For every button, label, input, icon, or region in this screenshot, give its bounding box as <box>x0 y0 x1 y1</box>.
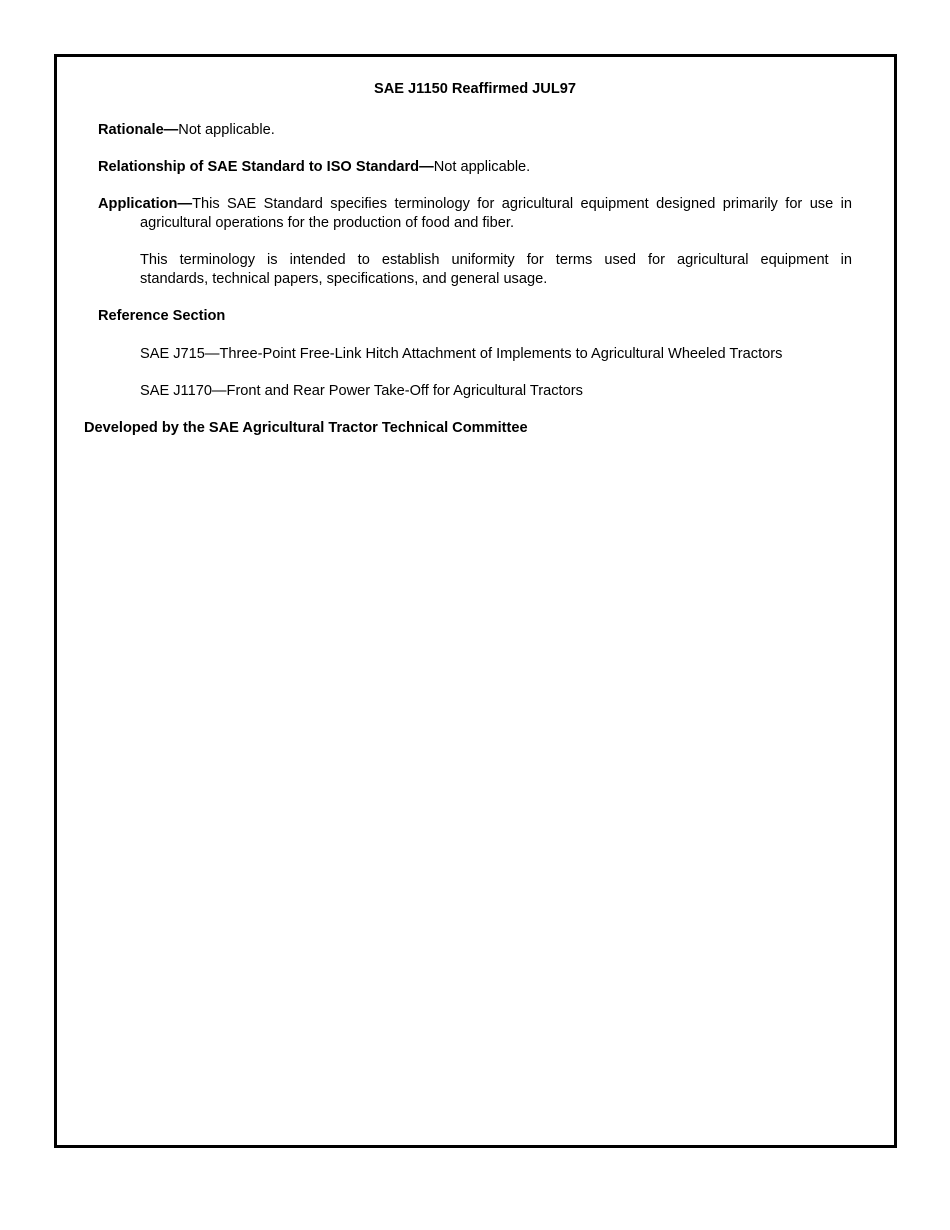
document-title: SAE J1150 Reaffirmed JUL97 <box>374 81 576 97</box>
reference-section-heading: Reference Section <box>98 308 226 324</box>
application-line-1: This SAE Standard specifies terminology for agricultural equipment designed primarily for use in <box>192 196 852 212</box>
application-paragraph-2 <box>140 251 852 289</box>
application-label: Application— <box>98 196 193 212</box>
reference-item-j1170: SAE J1170—Front and Rear Power Take-Off for Agricultural Tractors <box>140 383 583 399</box>
rationale-label: Rationale— <box>98 122 179 138</box>
rationale-paragraph <box>98 121 852 140</box>
relationship-text: Not applicable. <box>433 159 531 175</box>
application-paragraph <box>98 195 852 233</box>
developed-by-statement: Developed by the SAE Agricultural Tractor Technical Committee <box>84 420 528 436</box>
application-line-2: agricultural operations for the production of food and fiber. <box>140 215 515 231</box>
application-para2-line-2: standards, technical papers, specifications, and general usage. <box>140 271 548 287</box>
relationship-label: Relationship of SAE Standard to ISO Standard— <box>98 159 434 175</box>
application-para2-line-1: This terminology is intended to establish uniformity for terms used for agricultural equipment in <box>140 252 852 268</box>
application-first-line <box>98 195 852 214</box>
reference-item-j715: SAE J715—Three-Point Free-Link Hitch Attachment of Implements to Agricultural Wheeled Tractors <box>140 346 783 362</box>
relationship-paragraph <box>98 158 852 177</box>
rationale-text: Not applicable. <box>178 122 275 138</box>
